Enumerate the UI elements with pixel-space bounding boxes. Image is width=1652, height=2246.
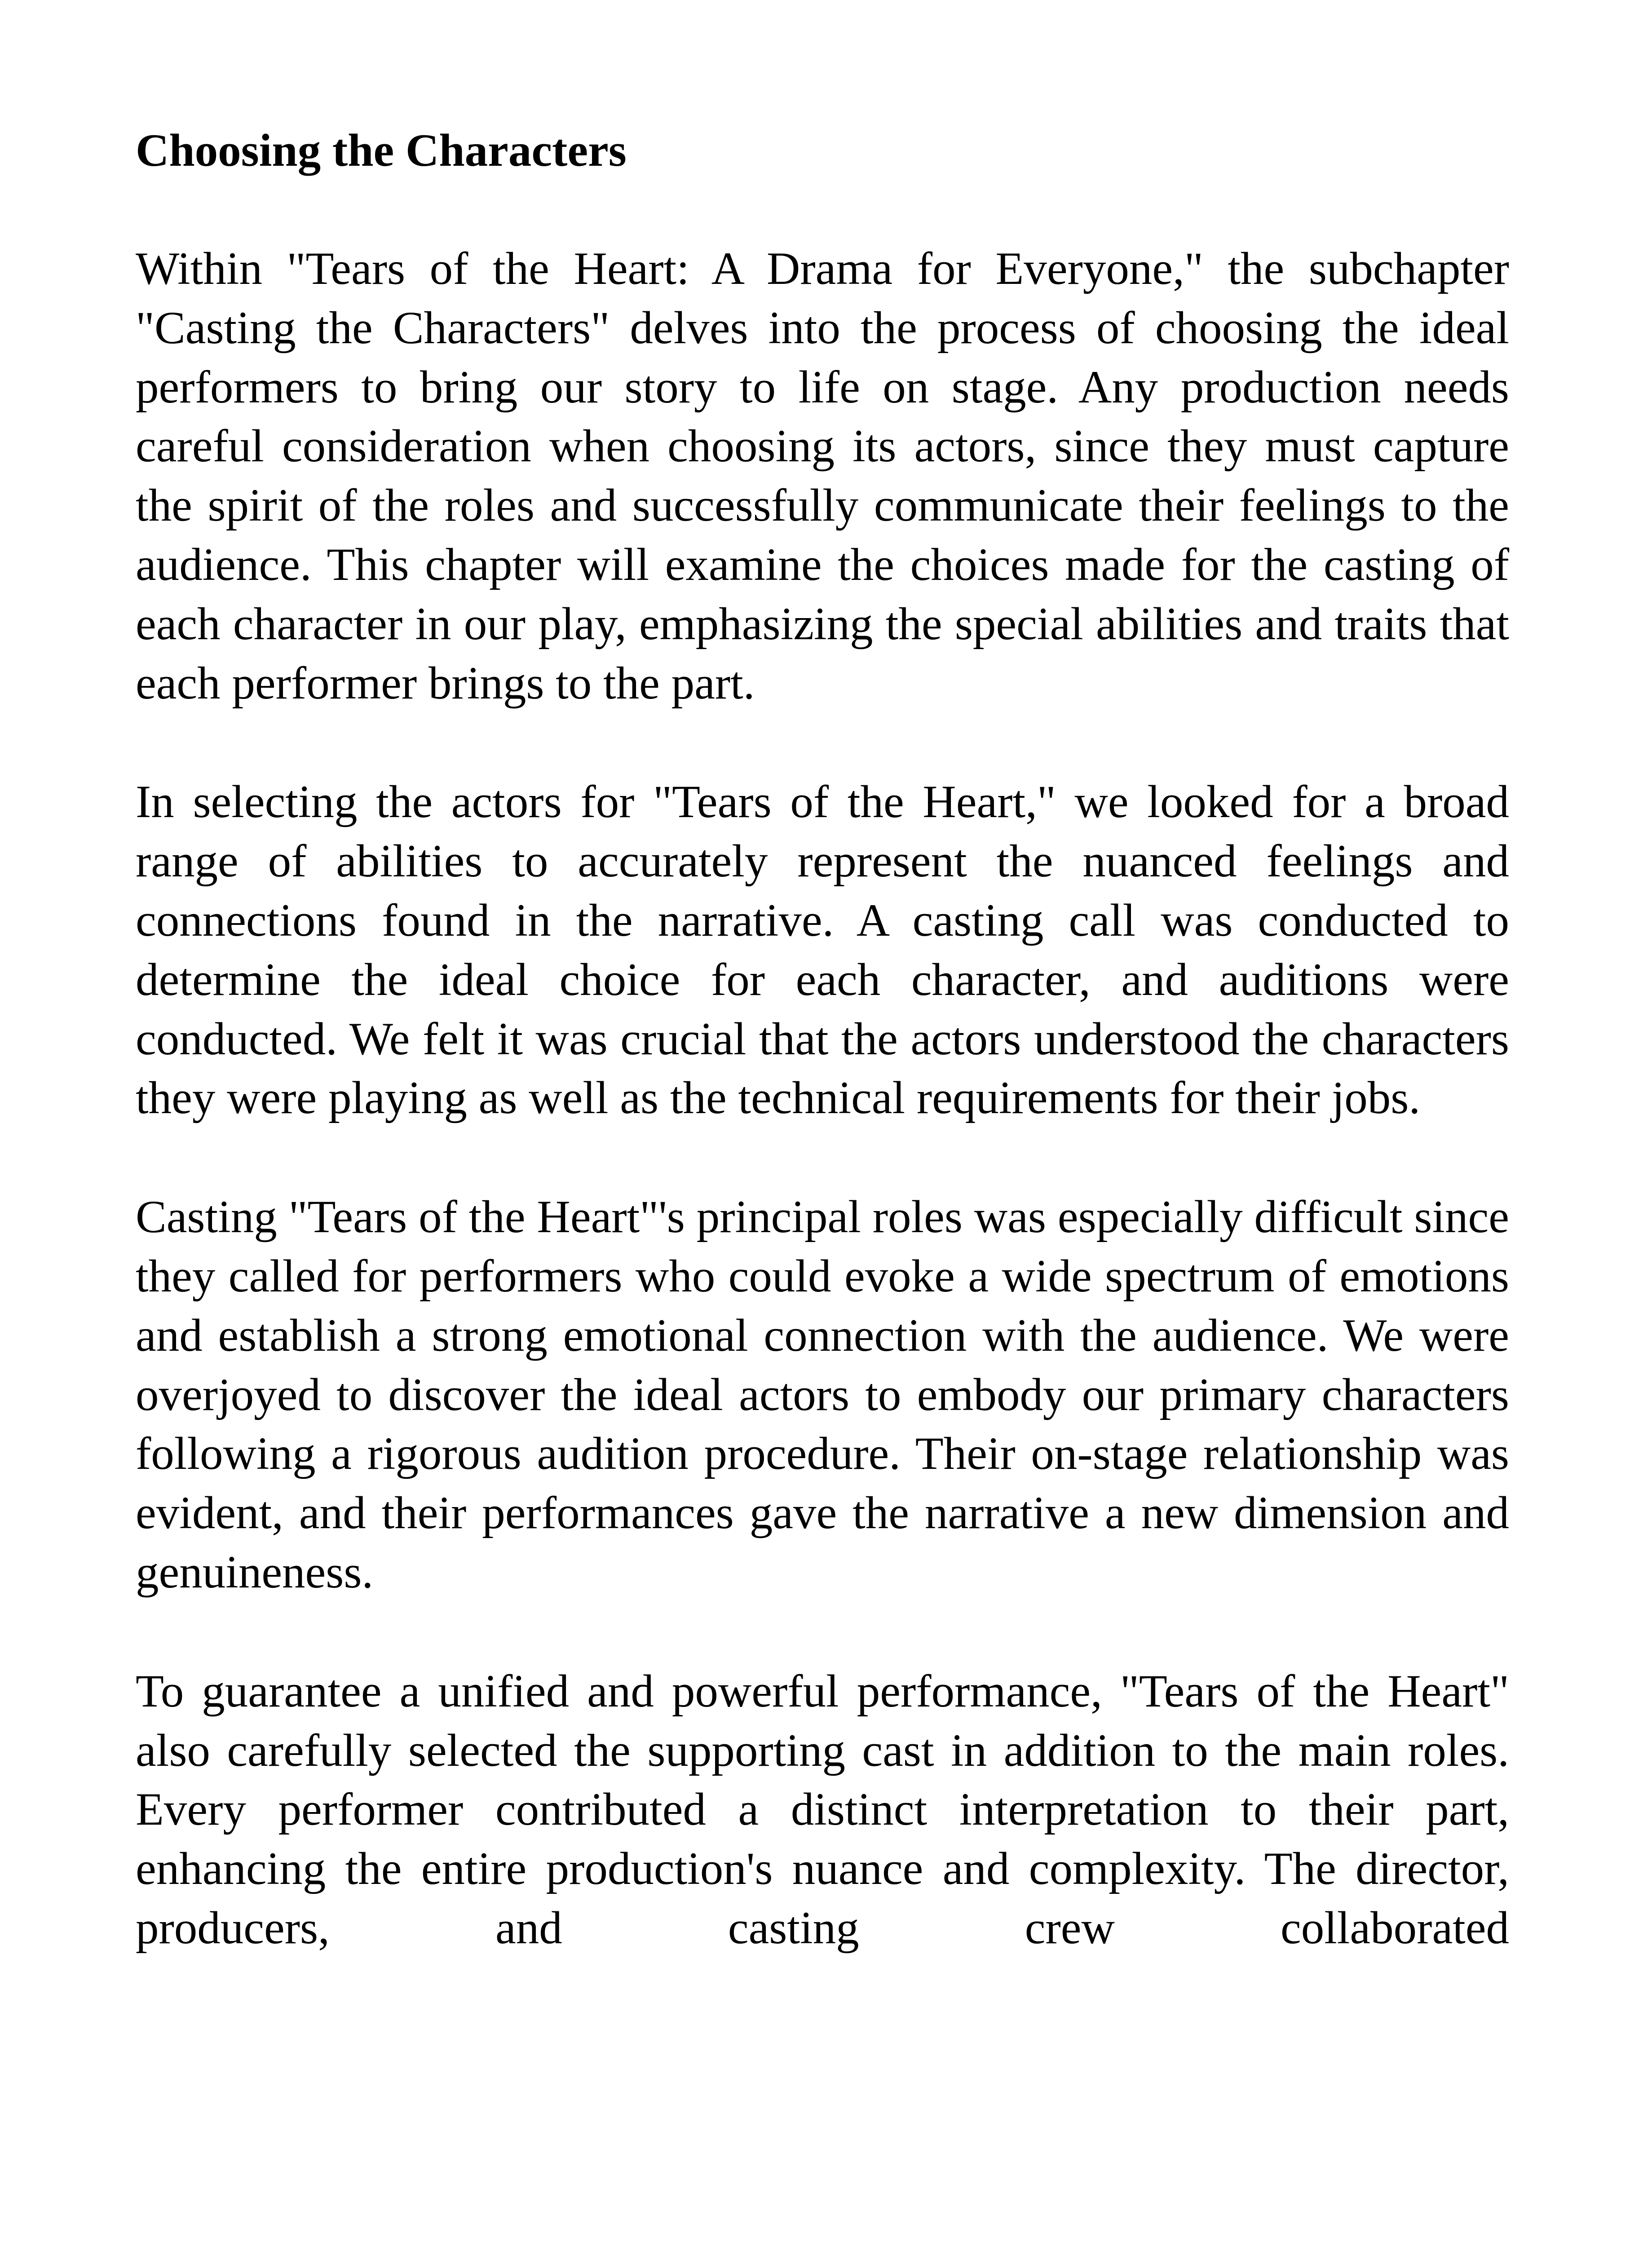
chapter-heading: Choosing the Characters <box>136 125 627 176</box>
paragraph-2: In selecting the actors for "Tears of the Heart," we looked for a broad range of abilities to accurately represent the nuanced feelings and connections found in the narrative. A casting call was conducted to determine the ideal choice for each character, and auditions were conducted. We felt it was crucial that the actors understood the characters they were playing as well as the technical requirements for their jobs. <box>136 776 1509 1124</box>
paragraph-4: To guarantee a unified and powerful performance, "Tears of the Heart" also carefully selected the supporting cast in addition to the main roles. Every performer contributed a distinct interpretation to their part, enhancing the entire production's nuance and complexity. The director, producers, and casting crew collaborated <box>136 1665 1509 1954</box>
paragraph-1: Within "Tears of the Heart: A Drama for Everyone," the subchapter "Casting the Characters" delves into the process of choosing the ideal performers to bring our story to life on stage. Any production needs careful consideration when choosing its actors, since they must capture the spirit of the roles and successfully communicate their feelings to the audience. This chapter will examine the choices made for the casting of each character in our play, emphasizing the special abilities and traits that each performer brings to the part. <box>136 243 1509 709</box>
page-content <box>136 121 1509 1958</box>
paragraph-3: Casting "Tears of the Heart"'s principal roles was especially difficult since they called for performers who could evoke a wide spectrum of emotions and establish a strong emotional connection with the audience. We were overjoyed to discover the ideal actors to embody our primary characters following a rigorous audition procedure. Their on-stage relationship was evident, and their performances gave the narrative a new dimension and genuineness. <box>136 1191 1509 1598</box>
